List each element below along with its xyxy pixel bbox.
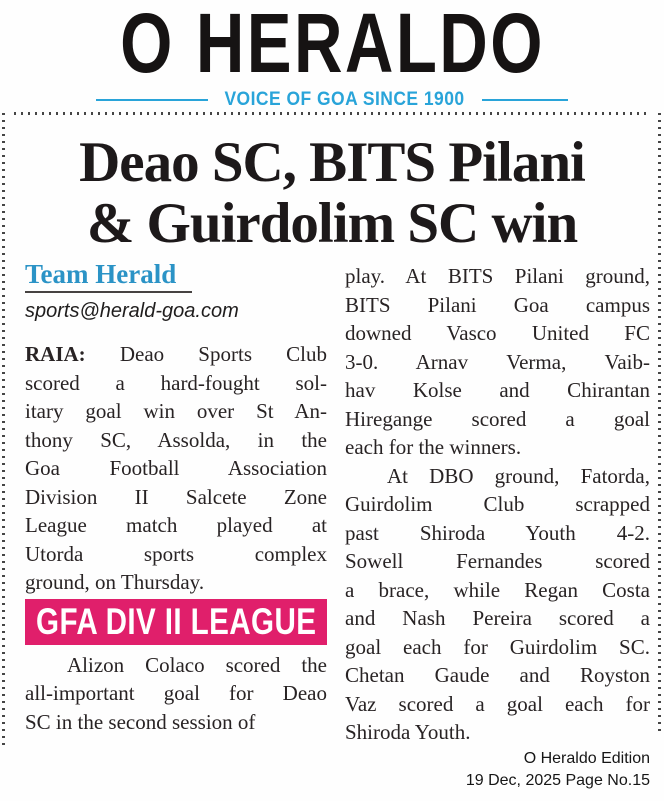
text-line: At DBO ground, Fatorda, [387,463,650,488]
article-paragraph [345,462,650,747]
text-line: past Shiroda Youth 4-2. [345,520,650,545]
text-line: a brace, while Regan Costa [345,577,650,602]
text-line: goal each for Guirdolim SC. [345,634,650,659]
newspaper-tagline: VOICE OF GOA SINCE 1900 [224,89,466,110]
text-line: itary goal win over St An- [25,399,327,423]
masthead-section [0,2,664,110]
text-line: and Nash Pereira scored a [345,606,650,630]
text-line: Sowell Fernandes scored [345,549,650,573]
text-line: RAIA: Deao Sports Club [25,342,327,366]
tagline-rule-right [482,99,568,101]
text-line: Alizon Colaco scored the [67,652,327,677]
edition-name: O Heraldo Edition [523,750,650,767]
dateline-lead: RAIA: [25,342,86,366]
text-line: Utorda sports complex [25,541,327,566]
text-line: hav Kolse and Chirantan [345,378,650,402]
text-line: Guirdolim Club scrapped [345,492,650,516]
text-line: SC in the second session of [25,709,256,734]
newspaper-title: O HERALDO [119,0,545,90]
tagline-row [0,90,664,110]
text-line: League match played at [25,513,327,537]
section-banner-label: GFA DIV II LEAGUE [35,601,317,642]
edition-date-page: 19 Dec, 2025 Page No.15 [465,772,650,789]
dotted-border-right [658,113,661,733]
author-email: sports@herald-goa.com [25,300,239,322]
article-paragraph [25,651,327,737]
headline-line-1: Deao SC, BITS Pilani [79,131,585,194]
masthead [0,0,664,90]
article-headline [18,132,646,254]
headline-line-2: & Guirdolim SC win [86,192,578,255]
tagline-rule-left [96,99,208,101]
text-line: ground, on Thursday. [25,570,205,594]
text-line: Hiregange scored a goal [345,406,650,431]
edition-footer [466,748,650,792]
article-paragraph [25,340,327,597]
text-line: Vaz scored a goal each for [345,691,650,716]
column-gutter [327,259,345,747]
text-line: BITS Pilani Goa campus [345,292,650,317]
article-paragraph [345,262,650,462]
article-body [0,259,664,747]
text-line: each for the winners. [345,435,522,459]
byline-wrap [25,259,192,293]
text-line: thony SC, Assolda, in the [25,427,327,452]
text-line: downed Vasco United FC [345,321,650,345]
byline-author-link[interactable]: Team Herald [25,259,177,289]
text-line: Chetan Gaude and Royston [345,663,650,687]
section-banner [25,599,327,645]
text-line: Shiroda Youth. [345,720,471,744]
column-right [345,259,650,747]
text-line: play. At BITS Pilani ground, [345,264,650,288]
dotted-border-top [14,112,650,115]
column-left [25,259,327,747]
text-line: Division II Salcete Zone [25,484,327,509]
text-line: Goa Football Association [25,456,327,480]
text-line: 3-0. Arnav Verma, Vaib- [345,349,650,374]
text-line: all-important goal for Deao [25,681,327,705]
dotted-border-left [2,113,5,749]
text-line: scored a hard-fought sol- [25,370,327,395]
